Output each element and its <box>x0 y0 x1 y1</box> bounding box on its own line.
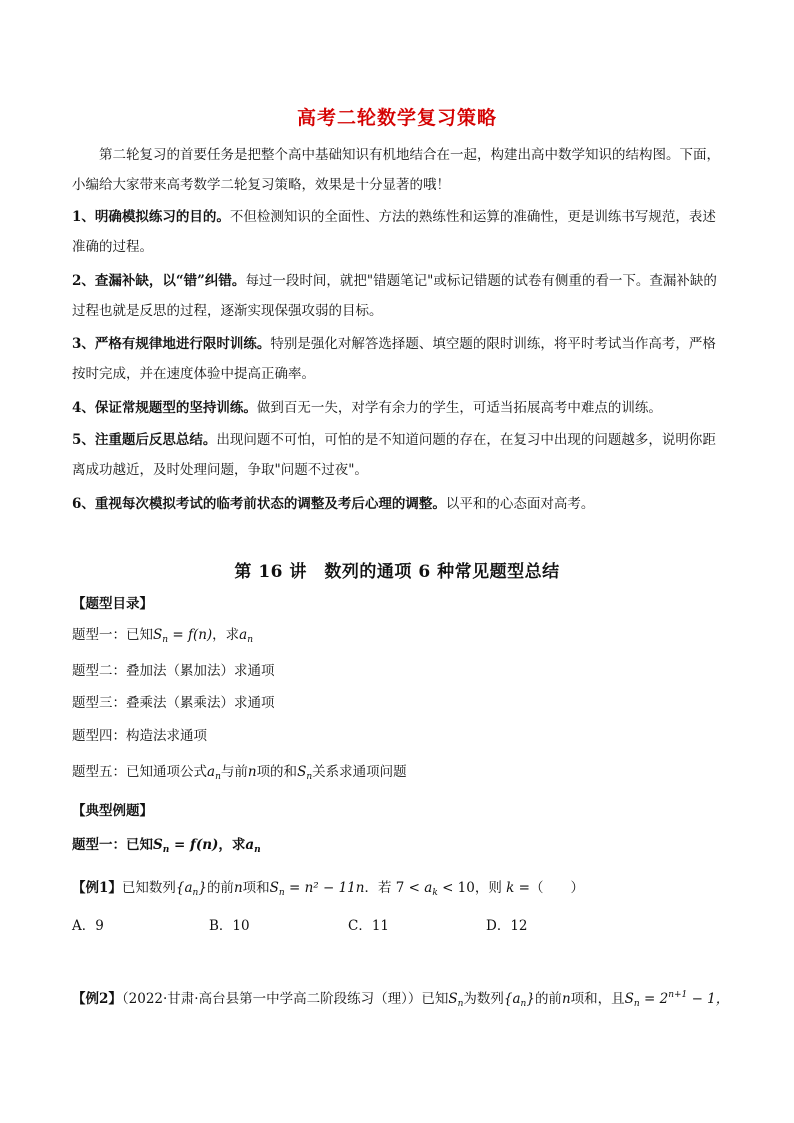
example-label: 【例1】 <box>72 880 122 896</box>
tip-body: 不但检测知识的全面性、方法的熟练性和运算的准确性，更是训练书写规范，表述准确的过程。 <box>72 209 716 255</box>
example-text: 已知数列 <box>121 880 176 896</box>
tip-4 <box>72 393 724 423</box>
example-text: 的前 <box>534 991 562 1007</box>
toc-text: 项的和 <box>256 764 298 780</box>
math-an: $a_n$ <box>239 627 254 645</box>
math-sn: $S_n$ <box>269 880 285 898</box>
math-n: n <box>247 764 257 780</box>
math-eq: = 2 <box>643 991 669 1007</box>
example-1-choices <box>72 914 732 936</box>
math-eq-tail: − 1， <box>691 991 730 1007</box>
math-sn: $S_n$ <box>448 991 464 1009</box>
toc-text: 与前 <box>220 764 248 780</box>
math-eq: = f(n) <box>174 837 219 853</box>
tip-body: 每过一段时间，就把"错题笔记"或标记错题的试卷有侧重的看一下。查漏补缺的过程也就是反思的过程，逐渐实现保强攻弱的目标。 <box>72 273 717 319</box>
tip-2 <box>72 266 724 326</box>
math-n: n <box>233 880 243 896</box>
math-ak: $a_k$ <box>424 880 438 898</box>
example-text: < 10，则 <box>442 880 502 896</box>
page-title: 高考二轮数学复习策略 <box>296 107 497 129</box>
toc-heading: 【题型目录】 <box>72 596 153 612</box>
tip-3 <box>72 329 724 389</box>
math-seq: $\{a_n\}$ <box>175 880 207 898</box>
tip-lead: 2、查漏补缺，以“错”纠错。 <box>72 273 246 289</box>
tip-body: 出现问题不可怕，可怕的是不知道问题的存在，在复习中出现的问题越多，说明你距离成功越近，及时处理问题，争取"问题不过夜"。 <box>72 432 716 478</box>
tip-lead: 5、注重题后反思总结。 <box>72 432 217 448</box>
intro-paragraph: 第二轮复习的首要任务是把整个高中基础知识有机地结合在一起，构建出高中数学知识的结构图。下面，小编给大家带来高考数学二轮复习策略，效果是十分显著的哦！ <box>72 147 720 193</box>
math-an: $a_n$ <box>207 764 221 782</box>
example-label: 【例2】 <box>72 991 122 1007</box>
math-an: $a_n$ <box>245 837 261 855</box>
type-1-heading <box>72 834 261 861</box>
math-seq: $\{a_n\}$ <box>503 991 535 1009</box>
toc-item-2: 题型二：叠加法（累加法）求通项 <box>72 663 275 679</box>
math-sn: $S_n$ <box>153 627 169 645</box>
math-eq: = n² − 11n <box>288 880 365 896</box>
tip-1 <box>72 202 724 262</box>
lecture-title: 第 16 讲 数列的通项 6 种常见题型总结 <box>234 562 560 582</box>
toc-item-3: 题型三：叠乘法（累乘法）求通项 <box>72 695 275 711</box>
tip-5 <box>72 425 724 485</box>
math-exponent: n+1 <box>668 990 688 1000</box>
math-k: k <box>506 880 515 896</box>
toc-item-1 <box>72 624 253 651</box>
tip-body: 特别是强化对解答选择题、填空题的限时训练，将平时考试当作高考，严格按时完成，并在速度体验中提高正确率。 <box>72 336 716 382</box>
toc-text: 题型五：已知通项公式 <box>72 764 207 780</box>
toc-item-5 <box>72 761 407 788</box>
example-source: （2022·甘肃·高台县第一中学高二阶段练习（理）） <box>121 991 422 1007</box>
choice-d[interactable]: D．12 <box>486 918 528 934</box>
example-text: ．若 7 < <box>364 880 420 896</box>
example-text: 项和，且 <box>570 991 625 1007</box>
math-eq: = f(n) <box>172 627 213 643</box>
tip-body: 做到百无一失，对学有余力的学生，可适当拓展高考中难点的训练。 <box>256 400 662 416</box>
toc-item-4: 题型四：构造法求通项 <box>72 728 207 744</box>
tip-lead: 6、重视每次模拟考试的临考前状态的调整及考后心理的调整。 <box>72 496 446 512</box>
tip-lead: 3、严格有规律地进行限时训练。 <box>72 336 271 352</box>
choice-c[interactable]: C．11 <box>348 918 390 934</box>
math-n: n <box>561 991 571 1007</box>
toc-text: 题型一：已知 <box>72 627 153 643</box>
example-1 <box>72 877 584 904</box>
tip-body: 以平和的心态面对高考。 <box>445 496 595 512</box>
type-text: 题型一：已知 <box>72 837 153 853</box>
tip-lead: 4、保证常规题型的坚持训练。 <box>72 400 257 416</box>
choice-b[interactable]: B．10 <box>209 918 250 934</box>
toc-text: 关系求通项问题 <box>312 764 407 780</box>
choice-a[interactable]: A．9 <box>72 918 104 934</box>
math-sn: $S_n$ <box>153 837 170 855</box>
examples-heading: 【典型例题】 <box>72 803 153 819</box>
example-2 <box>72 984 729 1015</box>
example-text: 已知 <box>421 991 449 1007</box>
toc-text: ，求 <box>212 627 240 643</box>
example-text: 项和 <box>242 880 270 896</box>
example-text: 的前 <box>206 880 234 896</box>
tip-6 <box>72 489 724 519</box>
type-text: ，求 <box>218 837 246 853</box>
math-sn: $S_n$ <box>297 764 313 782</box>
tip-lead: 1、明确模拟练习的目的。 <box>72 209 230 225</box>
example-text: =（ ） <box>518 880 584 896</box>
example-text: 为数列 <box>463 991 504 1007</box>
math-sn: $S_n$ <box>624 991 640 1009</box>
